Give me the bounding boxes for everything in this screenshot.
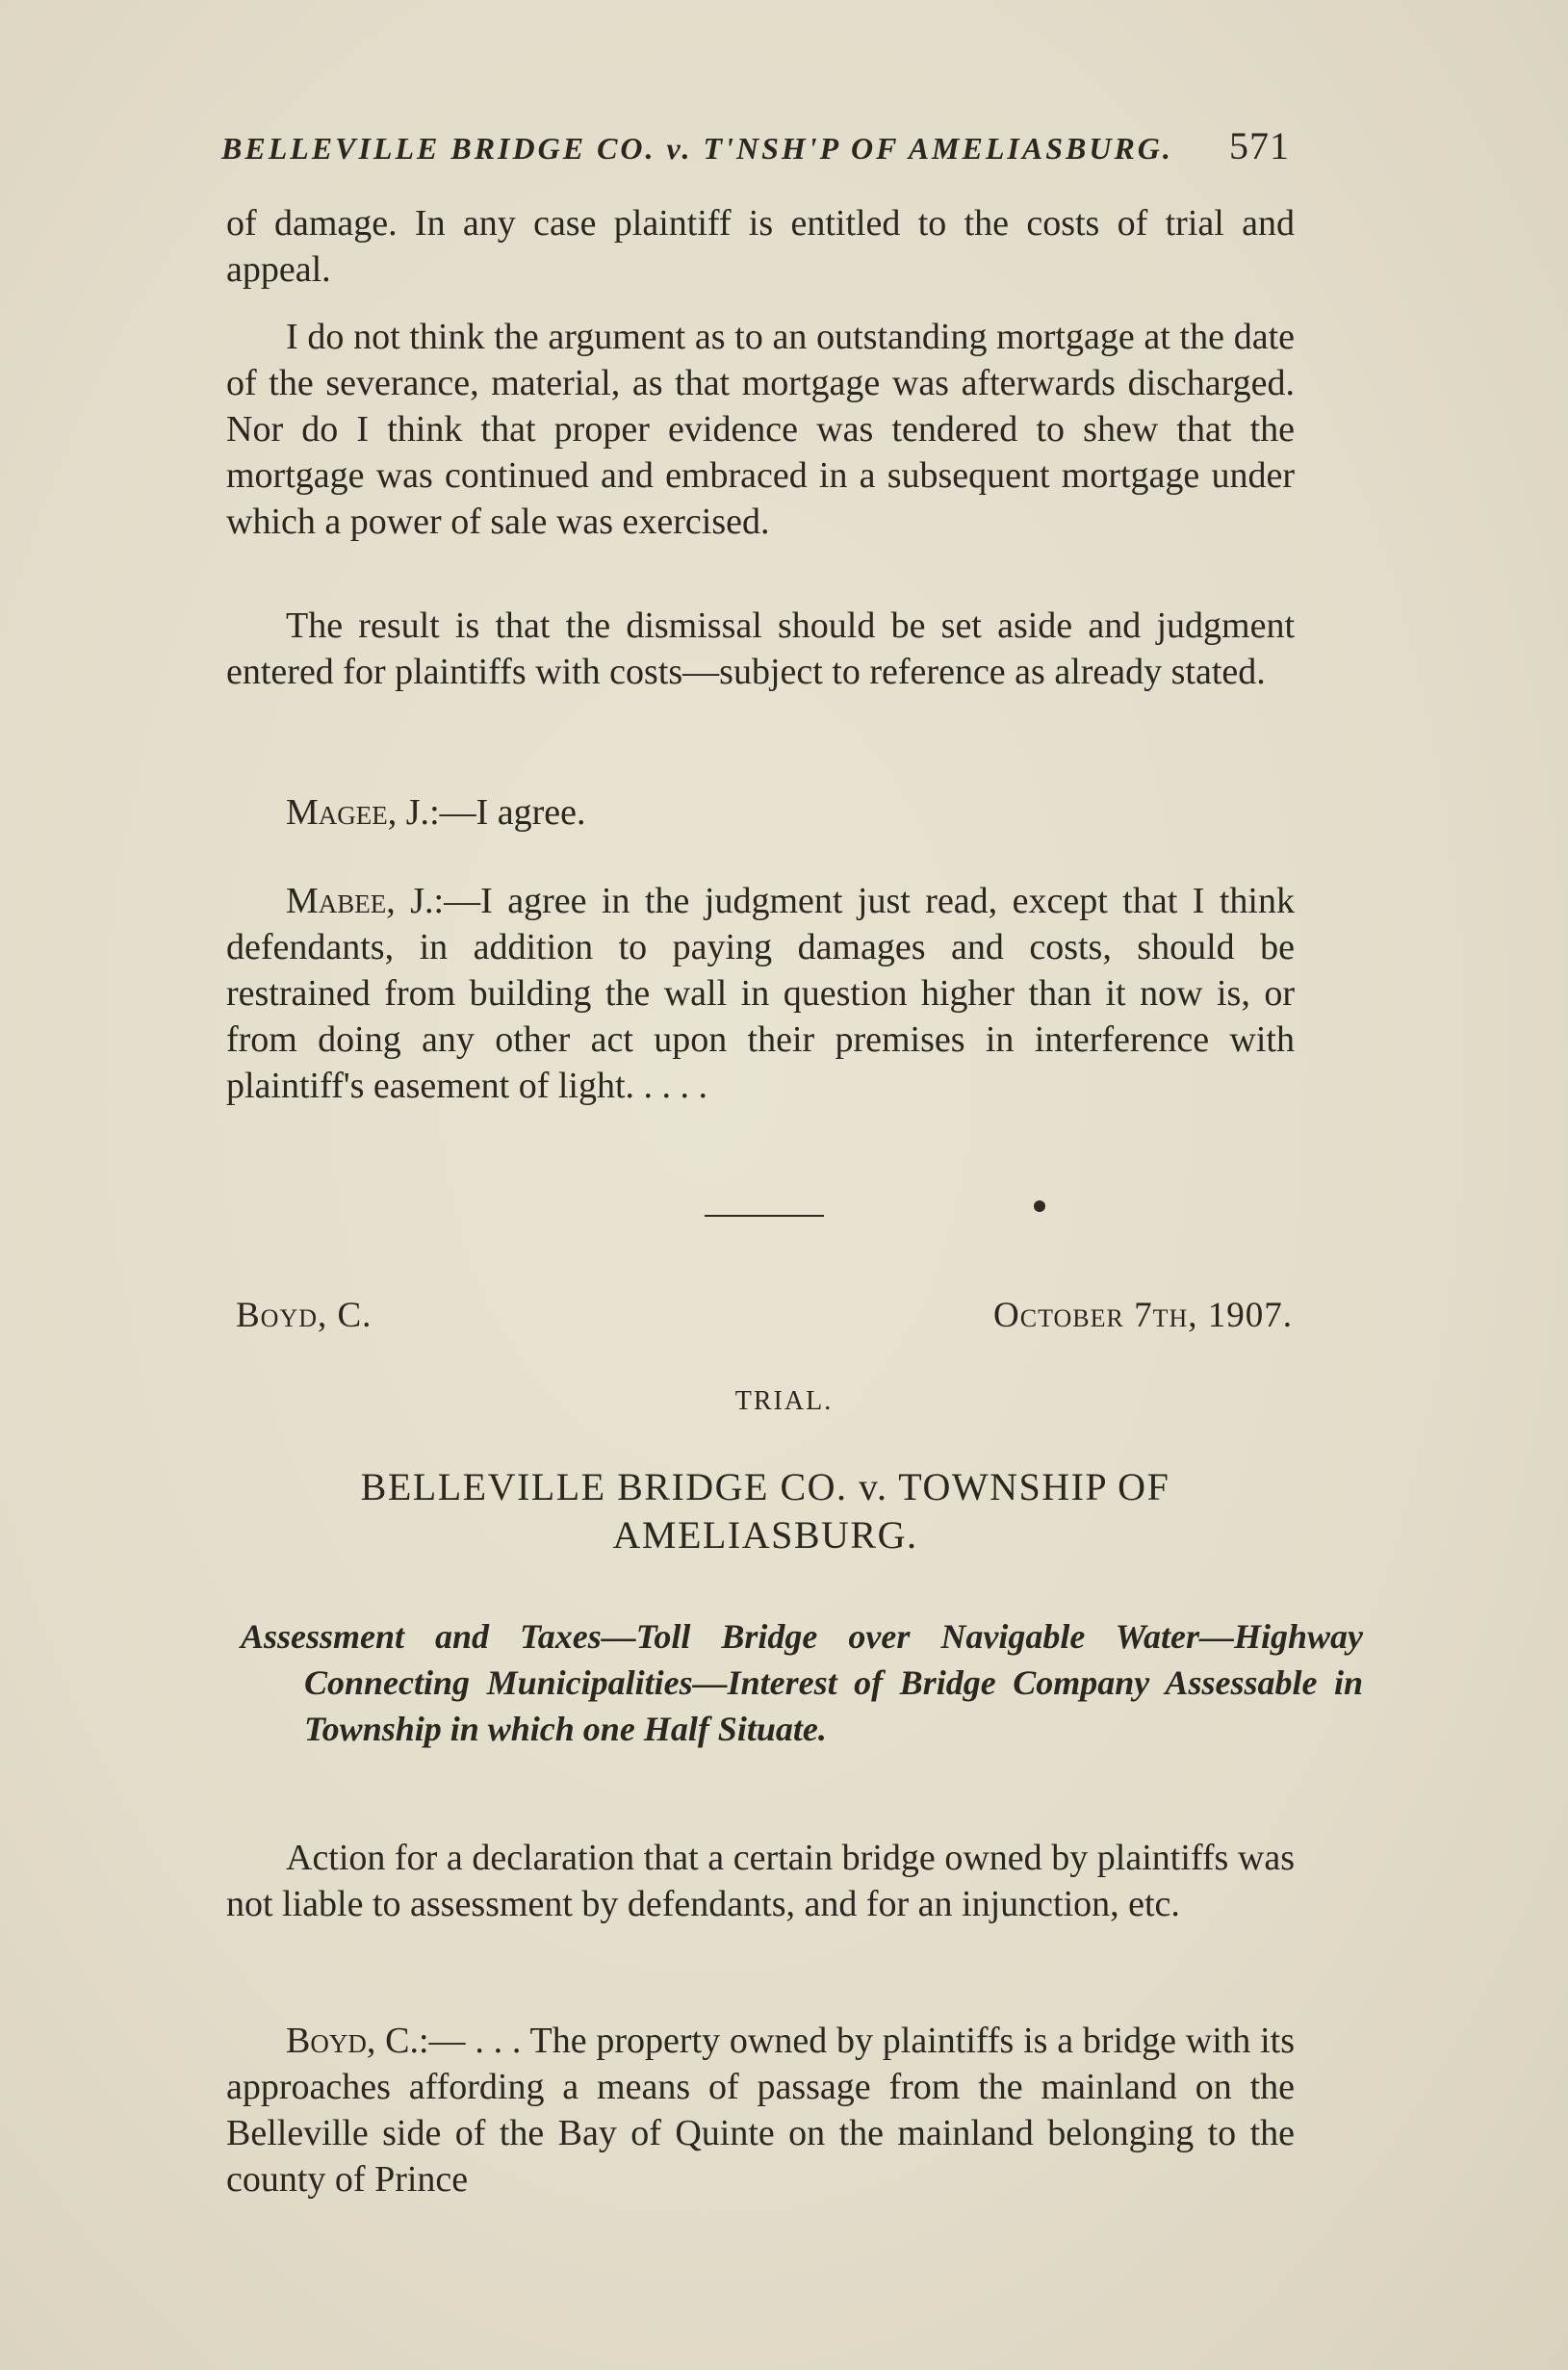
page-number: 571: [1229, 124, 1290, 167]
judge-name: Boyd, C.: [286, 2021, 419, 2061]
paragraph-text: Action for a declaration that a certain bridge owned by plaintiffs was not liable to assessment by defendants, and for an injunction, etc.: [226, 1838, 1295, 1924]
running-title: BELLEVILLE BRIDGE CO. v. T'NSH'P OF AMELIASBURG.: [221, 131, 1173, 166]
judgment-text: :— . . . The property owned by plaintiffs is a bridge with its approaches affording a means of passage from the mainland on the Belleville side of the Bay of Quinte on the mainland belonging to the county of Prince: [226, 2021, 1296, 2200]
action-paragraph: [226, 1835, 1295, 1927]
opinion-mabee: [226, 878, 1295, 1109]
print-dot: [1034, 1200, 1045, 1212]
paragraph-text: The result is that the dismissal should be set aside and judgment entered for plaintiffs with costs—subject to reference as already stated.: [226, 605, 1295, 692]
section-divider: [705, 1215, 824, 1217]
case-date: October 7th, 1907.: [993, 1296, 1293, 1335]
paragraph-costs: [226, 200, 1295, 293]
opinion-text: :—I agree in the judgment just read, except that I think defendants, in addition to paying damages and costs, should be restrained from building the wall in question higher than it now is, or from doing any other act upon their premises in interference with plaintiff's easement of light. . . . .: [226, 881, 1295, 1106]
case-judge: Boyd, C.: [236, 1296, 373, 1335]
case-title: BELLEVILLE BRIDGE CO. v. TOWNSHIP OF AMELIASBURG.: [360, 1465, 1170, 1557]
judge-name: Magee, J.: [286, 792, 430, 833]
headnote: Assessment and Taxes—Toll Bridge over Navigable Water—Highway Connecting Municipalities—Interest of Bridge Company Assessable in Township in which one Half Situate.: [241, 1617, 1363, 1748]
opinion-text: :—I agree.: [429, 792, 586, 833]
case-judge-date: [236, 1295, 1293, 1336]
paragraph-text: of damage. In any case plaintiff is entitled to the costs of trial and appeal.: [226, 203, 1295, 290]
judge-name: Mabee, J.: [286, 881, 434, 921]
trial-label: TRIAL.: [734, 1386, 834, 1416]
running-header: [221, 123, 1290, 168]
opinion-magee: [226, 789, 1295, 836]
paragraph-result: [226, 603, 1295, 695]
paragraph-text: I do not think the argument as to an outstanding mortgage at the date of the severance, material, as that mortgage was afterwards discharged. Nor do I think that proper evidence was tendered to shew that the mortgage was continued and embraced in a subsequent mortgage under which a power of sale was exercised.: [226, 317, 1295, 542]
paragraph-mortgage: [226, 314, 1295, 545]
judgment-paragraph: [226, 2018, 1295, 2203]
